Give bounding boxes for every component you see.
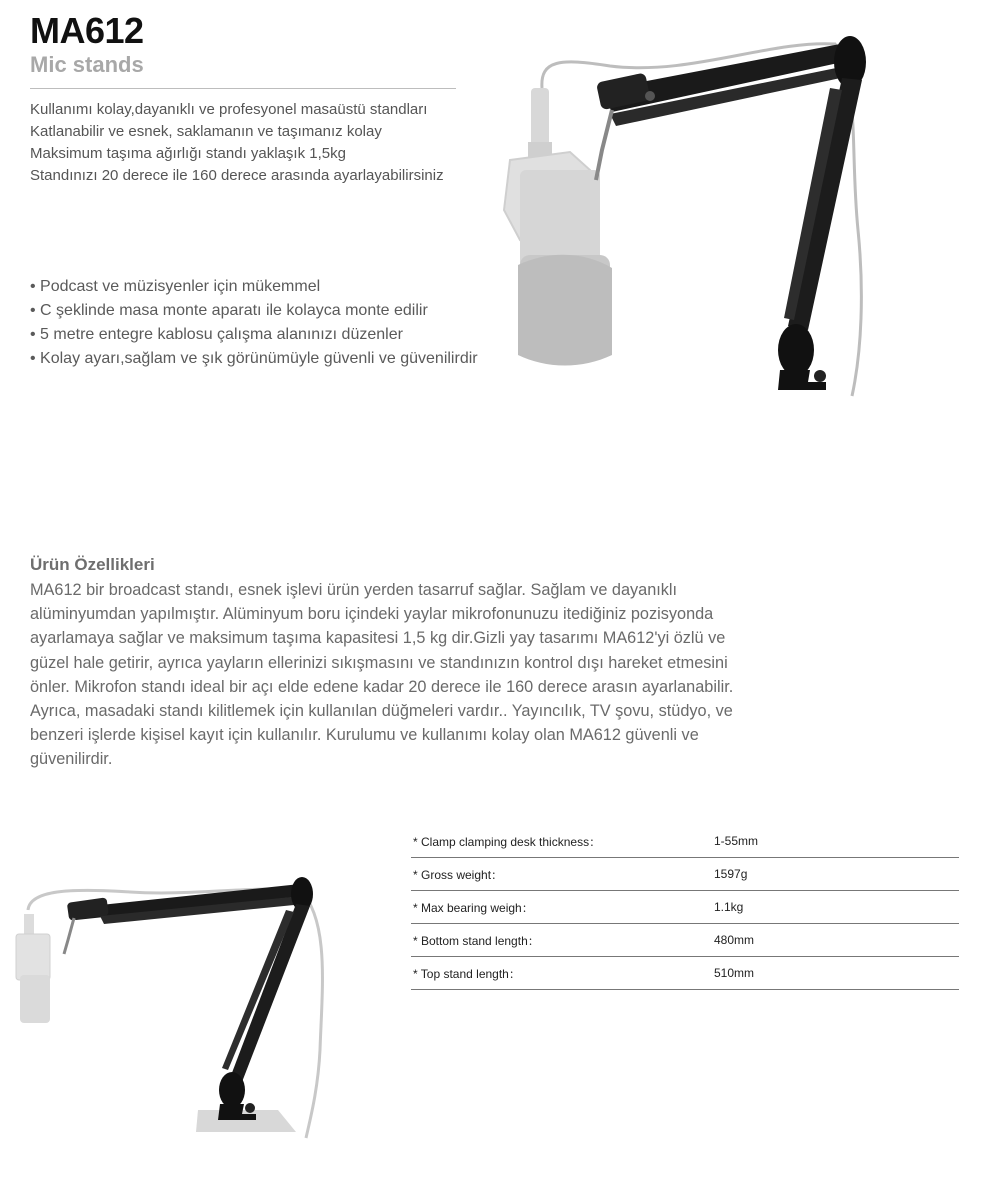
mic-stand-on-desk-photo bbox=[10, 870, 340, 1140]
spec-label: * Top stand length： bbox=[411, 957, 714, 990]
bullet-list bbox=[30, 275, 478, 371]
title-divider bbox=[30, 88, 456, 89]
spec-value: 480mm bbox=[714, 924, 959, 957]
product-title: MA612 bbox=[30, 10, 144, 51]
spec-value: 1597g bbox=[714, 858, 959, 891]
description-line: benzeri işlerde kişisel kayıt için kullanılır. Kurulumu ve kullanımı kolay olan MA612 güvenli ve bbox=[30, 726, 699, 745]
description-line: ayarlamaya sağlar ve maksimum taşıma kapasitesi 1,5 kg dir.Gizli yay tasarımı MA612'yi özlü ve bbox=[30, 629, 726, 648]
table-row bbox=[411, 891, 959, 924]
spec-label: * Clamp clamping desk thickness： bbox=[411, 825, 714, 858]
spec-value: 1-55mm bbox=[714, 825, 959, 858]
description-line: Ayrıca, masadaki standı kilitlemek için kullanılan düğmeleri vardır.. Yayıncılık, TV şovu, stüdyo, ve bbox=[30, 702, 733, 721]
spec-value: 510mm bbox=[714, 957, 959, 990]
product-subtitle: Mic stands bbox=[30, 52, 144, 77]
spec-label: * Gross weight： bbox=[411, 858, 714, 891]
description-line: alüminyumdan yapılmıştır. Alüminyum boru içindeki yaylar mikrofonunuzu itediğiniz pozisyonda bbox=[30, 605, 714, 624]
table-row bbox=[411, 957, 959, 990]
spec-table bbox=[411, 825, 959, 990]
bullet-item: • Kolay ayarı,sağlam ve şık görünümüyle güvenli ve güvenilirdir bbox=[30, 350, 478, 367]
product-features-heading: Ürün Özellikleri bbox=[30, 555, 155, 574]
table-row bbox=[411, 858, 959, 891]
description-line: güzel hale getirir, ayrıca yayların ellerinizi sıkışmasını ve standınızın kontrol dışı hareket etmesini bbox=[30, 653, 728, 672]
bullet-item: • C şeklinde masa monte aparatı ile kolayca monte edilir bbox=[30, 302, 428, 319]
bullet-item: • Podcast ve müzisyenler için mükemmel bbox=[30, 278, 321, 295]
description-line: önler. Mikrofon standı ideal bir açı elde edene kadar 20 derece ile 160 derece arasın ayarlanabilir. bbox=[30, 677, 734, 696]
mic-stand-with-microphone-photo bbox=[490, 30, 880, 410]
spec-label: * Max bearing weigh： bbox=[411, 891, 714, 924]
feature-line: Standınızı 20 derece ile 160 derece arasında ayarlayabilirsiniz bbox=[30, 167, 444, 184]
description-line: güvenilirdir. bbox=[30, 750, 113, 769]
description-line: MA612 bir broadcast standı, esnek işlevi ürün yerden tasarruf sağlar. Sağlam ve dayanıklı bbox=[30, 581, 678, 599]
spec-label: * Bottom stand length： bbox=[411, 924, 714, 957]
feature-list bbox=[30, 99, 444, 187]
spec-value: 1.1kg bbox=[714, 891, 959, 924]
feature-line: Katlanabilir ve esnek, saklamanın ve taşımanız kolay bbox=[30, 123, 382, 140]
feature-line: Maksimum taşıma ağırlığı standı yaklaşık 1,5kg bbox=[30, 145, 346, 162]
table-row bbox=[411, 924, 959, 957]
bullet-item: • 5 metre entegre kablosu çalışma alanınızı düzenler bbox=[30, 326, 403, 343]
product-description bbox=[30, 578, 800, 772]
feature-line: Kullanımı kolay,dayanıklı ve profesyonel masaüstü standları bbox=[30, 101, 428, 118]
table-row bbox=[411, 825, 959, 858]
